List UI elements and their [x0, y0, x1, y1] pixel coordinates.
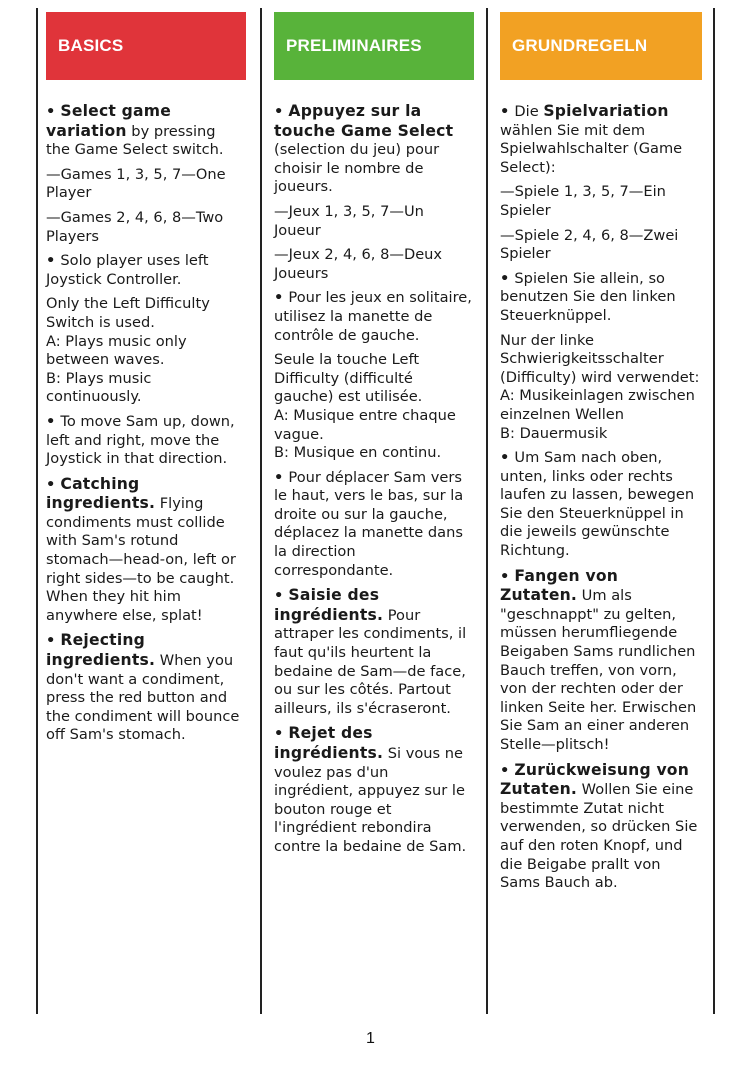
- paragraph-text: Pour attraper les condiments, il faut qu'ils heurtent la bedaine de Sam—de face, ou sur les côtés. Partout ailleurs, ils s'écraseront.: [274, 606, 467, 717]
- paragraph-text: Nur der linke Schwierigkeitsschalter (Difficulty) wird verwendet: A: Musikeinlagen zwischen einzelnen Wellen B: Dauermusik: [500, 331, 700, 442]
- paragraph-text: Flying condiments must collide with Sam's rotund stomach—head-on, left or right sides—to be caught. When they hit him anywhere else, splat!: [46, 495, 236, 624]
- paragraph-text: (selection du jeu) pour choisir le nombre de joueurs.: [274, 141, 440, 196]
- paragraph: [46, 413, 244, 469]
- bold-lead: Fangen von Zutaten.: [500, 566, 619, 605]
- bullet-icon: •: [46, 412, 61, 430]
- bullet-icon: •: [274, 725, 289, 743]
- paragraph-text: Die: [514, 103, 544, 120]
- paragraph: [46, 166, 244, 203]
- paragraph-text: When you don't want a condiment, press the red button and the condiment will bounce off Sam's stomach.: [46, 652, 240, 744]
- paragraph: [274, 203, 472, 240]
- paragraph-text: Um als "geschnappt" zu gelten, müssen herumfliegende Beigaben Sams rundlichen Bauch treffen, von vorn, von der rechten oder der linken Seite her. Erwischen Sie Sam an einer anderen Stelle—plitsch!: [500, 587, 697, 753]
- paragraph: [274, 102, 472, 197]
- bullet-icon: •: [500, 269, 515, 287]
- paragraph: [500, 332, 700, 444]
- paragraph: [500, 567, 700, 755]
- paragraph: [46, 631, 244, 745]
- bullet-icon: •: [46, 632, 61, 650]
- section-title: BASICS: [58, 36, 124, 55]
- bold-lead: Catching ingredients.: [46, 474, 156, 513]
- section-header-basics: [46, 12, 246, 80]
- paragraph: [274, 289, 472, 345]
- column-content: [46, 102, 246, 745]
- paragraph: [46, 252, 244, 289]
- paragraph-text: Si vous ne voulez pas d'un ingrédient, appuyez sur le bouton rouge et l'ingrédient rebondira contre la bedaine de Sam.: [274, 745, 467, 855]
- paragraph: [500, 102, 700, 177]
- paragraph-text: wählen Sie mit dem Spielwahlschalter (Game Select):: [500, 121, 683, 176]
- column-preliminaires: [274, 12, 474, 863]
- column-divider-left: [36, 8, 38, 1014]
- paragraph-text: —Spiele 2, 4, 6, 8—Zwei Spieler: [500, 226, 679, 263]
- paragraph: [500, 227, 700, 264]
- paragraph-text: To move Sam up, down, left and right, move the Joystick in that direction.: [46, 412, 235, 468]
- paragraph: [500, 449, 700, 561]
- paragraph: [500, 761, 700, 893]
- column-basics: [46, 12, 246, 751]
- paragraph: [274, 586, 472, 718]
- bullet-icon: •: [46, 475, 61, 493]
- paragraph: [46, 475, 244, 626]
- paragraph: [274, 246, 472, 283]
- bold-lead: Zurückweisung von Zutaten.: [500, 760, 690, 799]
- bullet-icon: •: [46, 252, 61, 270]
- paragraph-text: Pour les jeux en solitaire, utilisez la manette de contrôle de gauche.: [274, 289, 472, 344]
- bullet-icon: •: [500, 449, 515, 467]
- paragraph-text: Only the Left Difficulty Switch is used. A: Plays music only between waves. B: Plays music continuously.: [46, 295, 210, 406]
- paragraph: [46, 209, 244, 246]
- section-header-grundregeln: [500, 12, 702, 80]
- paragraph: [274, 351, 472, 463]
- paragraph-text: Um Sam nach oben, unten, links oder rechts laufen zu lassen, bewegen Sie den Steuerknüppel in die jeweils gewünschte Richtung.: [500, 449, 695, 560]
- paragraph-text: Seule la touche Left Difficulty (difficulté gauche) est utilisée. A: Musique entre chaque vague. B: Musique en continu.: [274, 351, 456, 462]
- paragraph-text: Solo player uses left Joystick Controller.: [46, 252, 209, 288]
- column-divider-middle-left: [260, 8, 262, 1014]
- section-title: PRELIMINAIRES: [286, 36, 422, 55]
- paragraph: [274, 469, 472, 581]
- bullet-icon: •: [274, 587, 289, 605]
- bullet-icon: •: [274, 103, 289, 120]
- paragraph-text: —Games 1, 3, 5, 7—One Player: [46, 165, 226, 202]
- paragraph: [274, 724, 472, 856]
- bullet-icon: •: [500, 567, 515, 585]
- paragraph: [500, 270, 700, 326]
- paragraph: [46, 102, 244, 160]
- column-divider-right: [713, 8, 715, 1014]
- column-content: [500, 102, 702, 893]
- page-number: 1: [366, 1030, 375, 1047]
- paragraph: [46, 295, 244, 407]
- paragraph-text: —Games 2, 4, 6, 8—Two Players: [46, 208, 224, 245]
- bold-lead: Spielvariation: [543, 102, 669, 120]
- bullet-icon: •: [500, 761, 515, 779]
- paragraph-text: —Jeux 2, 4, 6, 8—Deux Joueurs: [274, 246, 443, 282]
- bold-lead: Saisie des ingrédients.: [274, 586, 384, 624]
- paragraph-text: Spielen Sie allein, so benutzen Sie den linken Steuerknüppel.: [500, 269, 676, 324]
- paragraph-text: —Jeux 1, 3, 5, 7—Un Joueur: [274, 202, 424, 239]
- bullet-icon: •: [274, 289, 289, 307]
- bold-lead: Rejecting ingredients.: [46, 631, 156, 670]
- bold-lead: Appuyez sur la touche Game Select: [274, 102, 454, 140]
- bullet-icon: •: [274, 468, 289, 486]
- section-title: GRUNDREGELN: [512, 36, 648, 55]
- paragraph-text: by pressing the Game Select switch.: [46, 122, 224, 159]
- column-grundregeln: [500, 12, 702, 899]
- bold-lead: Rejet des ingrédients.: [274, 724, 384, 762]
- paragraph-text: —Spiele 1, 3, 5, 7—Ein Spieler: [500, 183, 666, 219]
- paragraph: [500, 183, 700, 220]
- section-header-preliminaires: [274, 12, 474, 80]
- paragraph-text: Pour déplacer Sam vers le haut, vers le bas, sur la droite ou sur la gauche, déplacez la manette dans la direction correspondante.: [274, 468, 464, 579]
- bold-lead: Select game variation: [46, 102, 171, 140]
- bullet-icon: •: [46, 103, 61, 120]
- column-divider-middle-right: [486, 8, 488, 1014]
- paragraph-text: Wollen Sie eine bestimmte Zutat nicht verwenden, so drücken Sie auf den roten Knopf, und die Beigabe prallt von Sams Bauch ab.: [500, 781, 698, 892]
- bullet-icon: •: [500, 103, 515, 120]
- column-content: [274, 102, 474, 857]
